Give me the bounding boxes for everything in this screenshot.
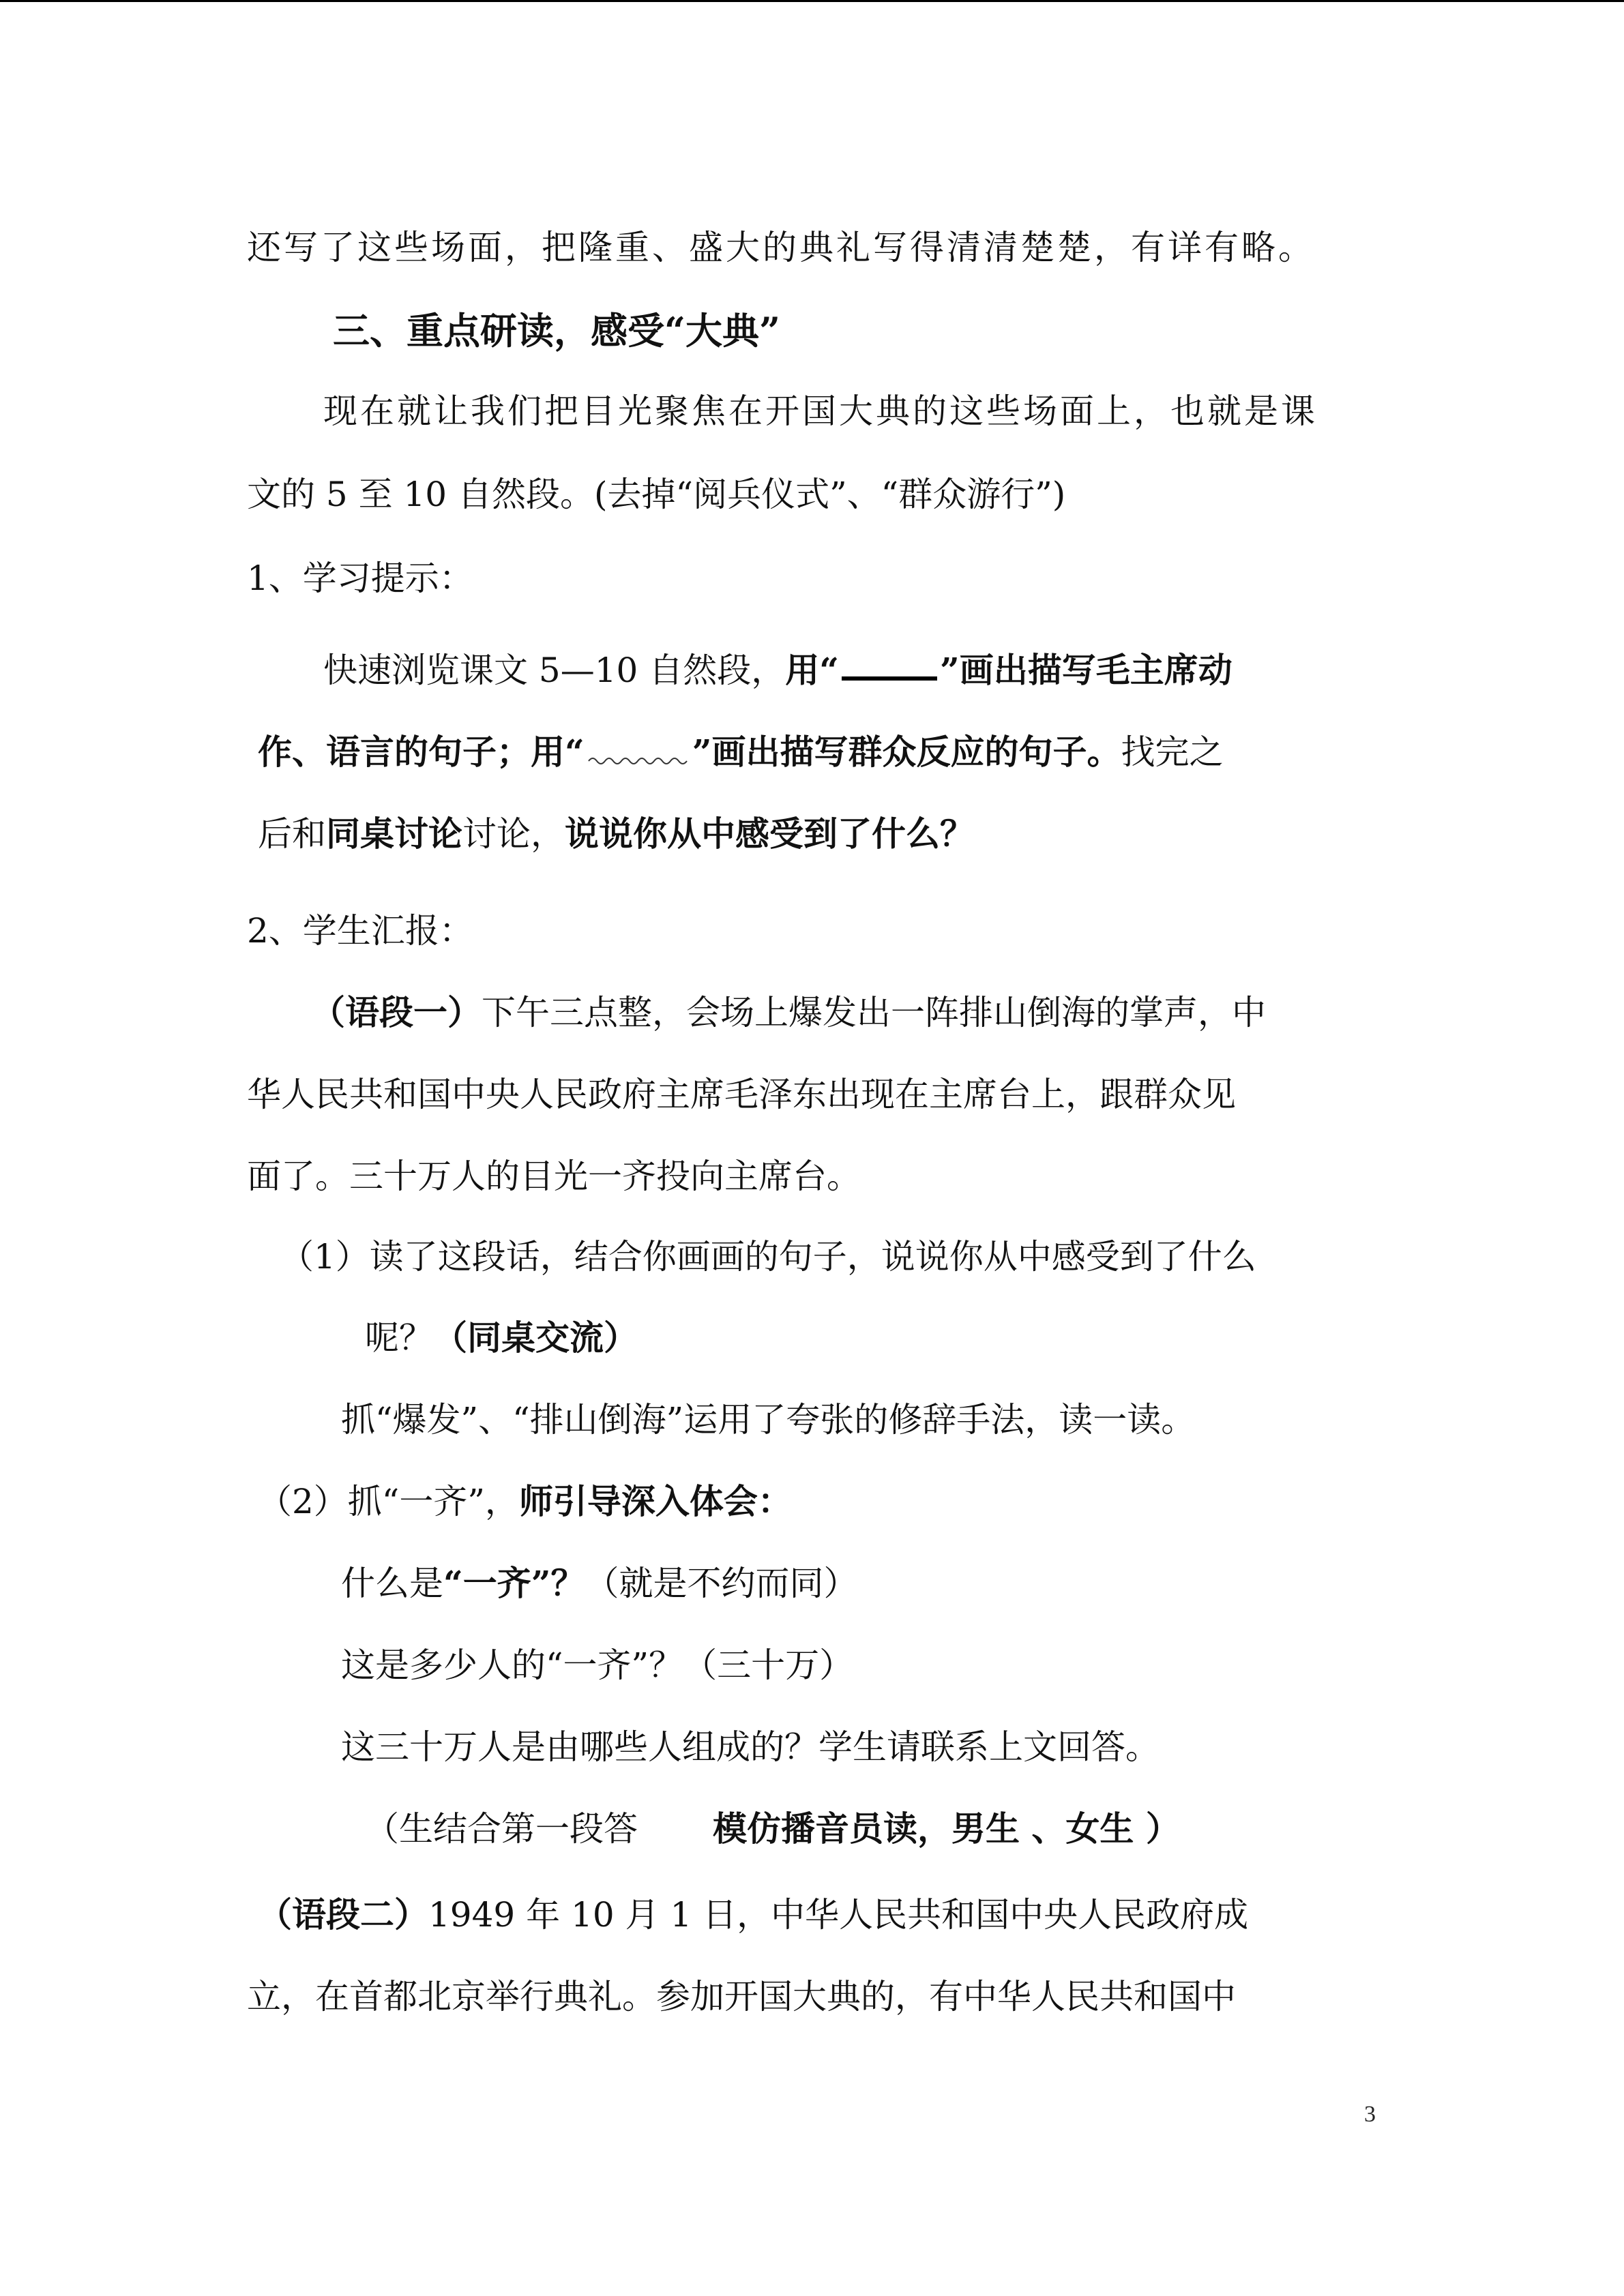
text-span: 华人民共和国中央人民政府主席毛泽东出现在主席台上，跟群众见 — [247, 1075, 1236, 1114]
text-line — [258, 814, 1624, 854]
text-span: 1949 年 10 月 1 日，中华人民共和国中央人民政府成 — [428, 1895, 1249, 1935]
bold-span: （同桌交流） — [433, 1317, 638, 1358]
text-span: 立，在首都北京举行典礼。参加开国大典的，有中华人民共和国中 — [247, 1977, 1236, 2016]
text-span: 现在就让我们把目光聚焦在开国大典的这些场面上，也就是课 — [323, 391, 1318, 431]
text-span: 文的 5 至 10 自然段。(去掉“阅兵仪式”、“群众游行”) — [247, 475, 1066, 514]
text-line — [323, 391, 1624, 431]
text-span: （2）抓“一齐”， — [258, 1482, 519, 1521]
text-span: 还写了这些场面，把隆重、盛大的典礼写得清清楚楚，有详有略。 — [247, 228, 1315, 267]
text-line — [247, 475, 1624, 514]
subheading-line — [247, 911, 1624, 951]
text-span: 什么是 — [341, 1564, 443, 1603]
text-line — [280, 1237, 1624, 1277]
subheading-line — [247, 558, 1624, 598]
bold-span: 同桌讨论 — [326, 814, 462, 854]
heading-text: 三、重点研读，感受“大典” — [333, 309, 781, 353]
bold-span: （语段二） — [258, 1894, 428, 1935]
text-span: 快速浏览课文 5—10 自然段， — [323, 651, 786, 690]
bold-span: 说说你从中感受到了什么？ — [565, 814, 974, 854]
text-span: 这是多少人的“一齐”？（三十万） — [341, 1645, 854, 1685]
text-line — [311, 992, 1624, 1032]
text-span: 后和 — [258, 814, 326, 854]
text-span: （生结合第一段答 — [365, 1809, 638, 1849]
text-span: 这三十万人是由哪些人组成的？学生请联系上文回答。 — [341, 1727, 1160, 1767]
text-line — [341, 1727, 1624, 1767]
text-span: （就是不约而同） — [585, 1564, 858, 1603]
text-line — [323, 650, 1624, 690]
text-span: 2、学生汇报： — [247, 911, 473, 951]
bold-span: 师引导深入体会： — [518, 1481, 792, 1521]
text-span: 1、学习提示： — [247, 558, 473, 598]
text-span: 下午三点整，会场上爆发出一阵排山倒海的掌声，中 — [482, 993, 1266, 1032]
text-line — [341, 1645, 1624, 1685]
text-line — [247, 1977, 1624, 2016]
text-line — [365, 1317, 1624, 1358]
bold-span: 用“ — [785, 650, 839, 690]
text-line — [247, 1157, 1624, 1196]
bold-span: （语段一） — [311, 992, 482, 1032]
section-heading — [333, 309, 1624, 353]
text-span: （1）读了这段话，结合你画画的句子，说说你从中感受到了什么 — [280, 1237, 1256, 1277]
text-line — [341, 1400, 1624, 1440]
text-span: 找完之 — [1121, 732, 1224, 772]
bold-span: 作、语言的句子；用“ — [258, 732, 585, 772]
wavy-underline-sample — [587, 754, 690, 768]
text-span: 呢？ — [365, 1318, 433, 1358]
text-span: 抓“爆发”、“排山倒海”运用了夸张的修辞手法，读一读。 — [341, 1400, 1196, 1440]
text-line — [258, 732, 1624, 772]
text-span: 面了。三十万人的目光一齐投向主席台。 — [247, 1157, 861, 1196]
page-top-border — [0, 0, 1624, 2]
text-line — [341, 1563, 1624, 1603]
text-line — [365, 1808, 1624, 1849]
text-line — [258, 1894, 1624, 1935]
text-span: 讨论， — [462, 814, 565, 854]
page-number: 3 — [1364, 2102, 1376, 2127]
text-line — [247, 1077, 1624, 1112]
bold-span: ”画出描写毛主席动 — [940, 650, 1232, 690]
bold-span: 模仿播音员读，男生 、女生 ） — [713, 1808, 1180, 1849]
text-line — [258, 1481, 1624, 1521]
text-line — [247, 230, 1624, 265]
bold-span: ”画出描写群众反应的句子。 — [692, 732, 1121, 772]
straight-underline-sample — [842, 676, 937, 681]
bold-span: “一齐”？ — [443, 1563, 585, 1603]
